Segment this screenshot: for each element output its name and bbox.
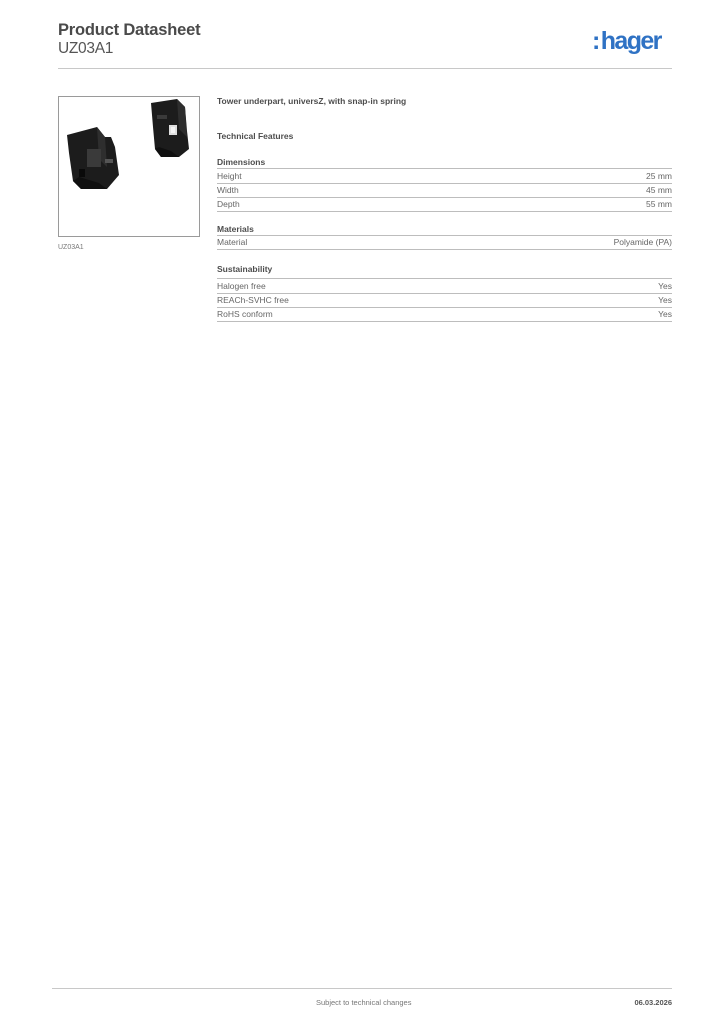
spec-value: Yes xyxy=(658,295,672,306)
spec-label: Depth xyxy=(217,199,240,210)
footer-divider xyxy=(52,988,672,989)
spec-label: RoHS conform xyxy=(217,309,273,320)
spec-label: REACh-SVHC free xyxy=(217,295,289,306)
product-description: Tower underpart, universZ, with snap-in spring xyxy=(217,96,407,106)
spec-row-width xyxy=(217,183,672,198)
sustainability-heading: Sustainability xyxy=(217,264,273,274)
product-code: UZ03A1 xyxy=(58,40,114,57)
hager-logo xyxy=(592,29,661,54)
spec-row-height xyxy=(217,168,672,183)
spec-value: Yes xyxy=(658,280,672,291)
page-title: Product Datasheet xyxy=(58,21,201,39)
dimensions-heading: Dimensions xyxy=(217,157,266,167)
header-divider xyxy=(58,68,672,69)
image-caption: UZ03A1 xyxy=(58,244,84,251)
footer-note: Subject to technical changes xyxy=(316,998,412,1007)
spec-label: Halogen free xyxy=(217,280,266,291)
spec-label: Height xyxy=(217,170,242,181)
logo-colon-icon: : xyxy=(592,27,599,55)
spec-row-rohs xyxy=(217,307,672,322)
logo-text: hager xyxy=(600,27,661,55)
spec-value: Yes xyxy=(658,309,672,320)
technical-features-heading: Technical Features xyxy=(217,131,294,141)
spec-label: Width xyxy=(217,185,239,196)
spec-value: 55 mm xyxy=(646,199,672,210)
footer-date: 06.03.2026 xyxy=(634,998,672,1007)
spec-row-reach xyxy=(217,293,672,308)
materials-heading: Materials xyxy=(217,224,254,234)
spec-value: 25 mm xyxy=(646,170,672,181)
spec-row-material xyxy=(217,235,672,250)
product-photo-icon xyxy=(59,97,200,237)
spec-value: Polyamide (PA) xyxy=(613,237,672,248)
spec-row-halogen xyxy=(217,278,672,293)
spec-label: Material xyxy=(217,237,248,248)
product-image xyxy=(58,96,200,237)
spec-row-depth xyxy=(217,197,672,212)
spec-value: 45 mm xyxy=(646,185,672,196)
